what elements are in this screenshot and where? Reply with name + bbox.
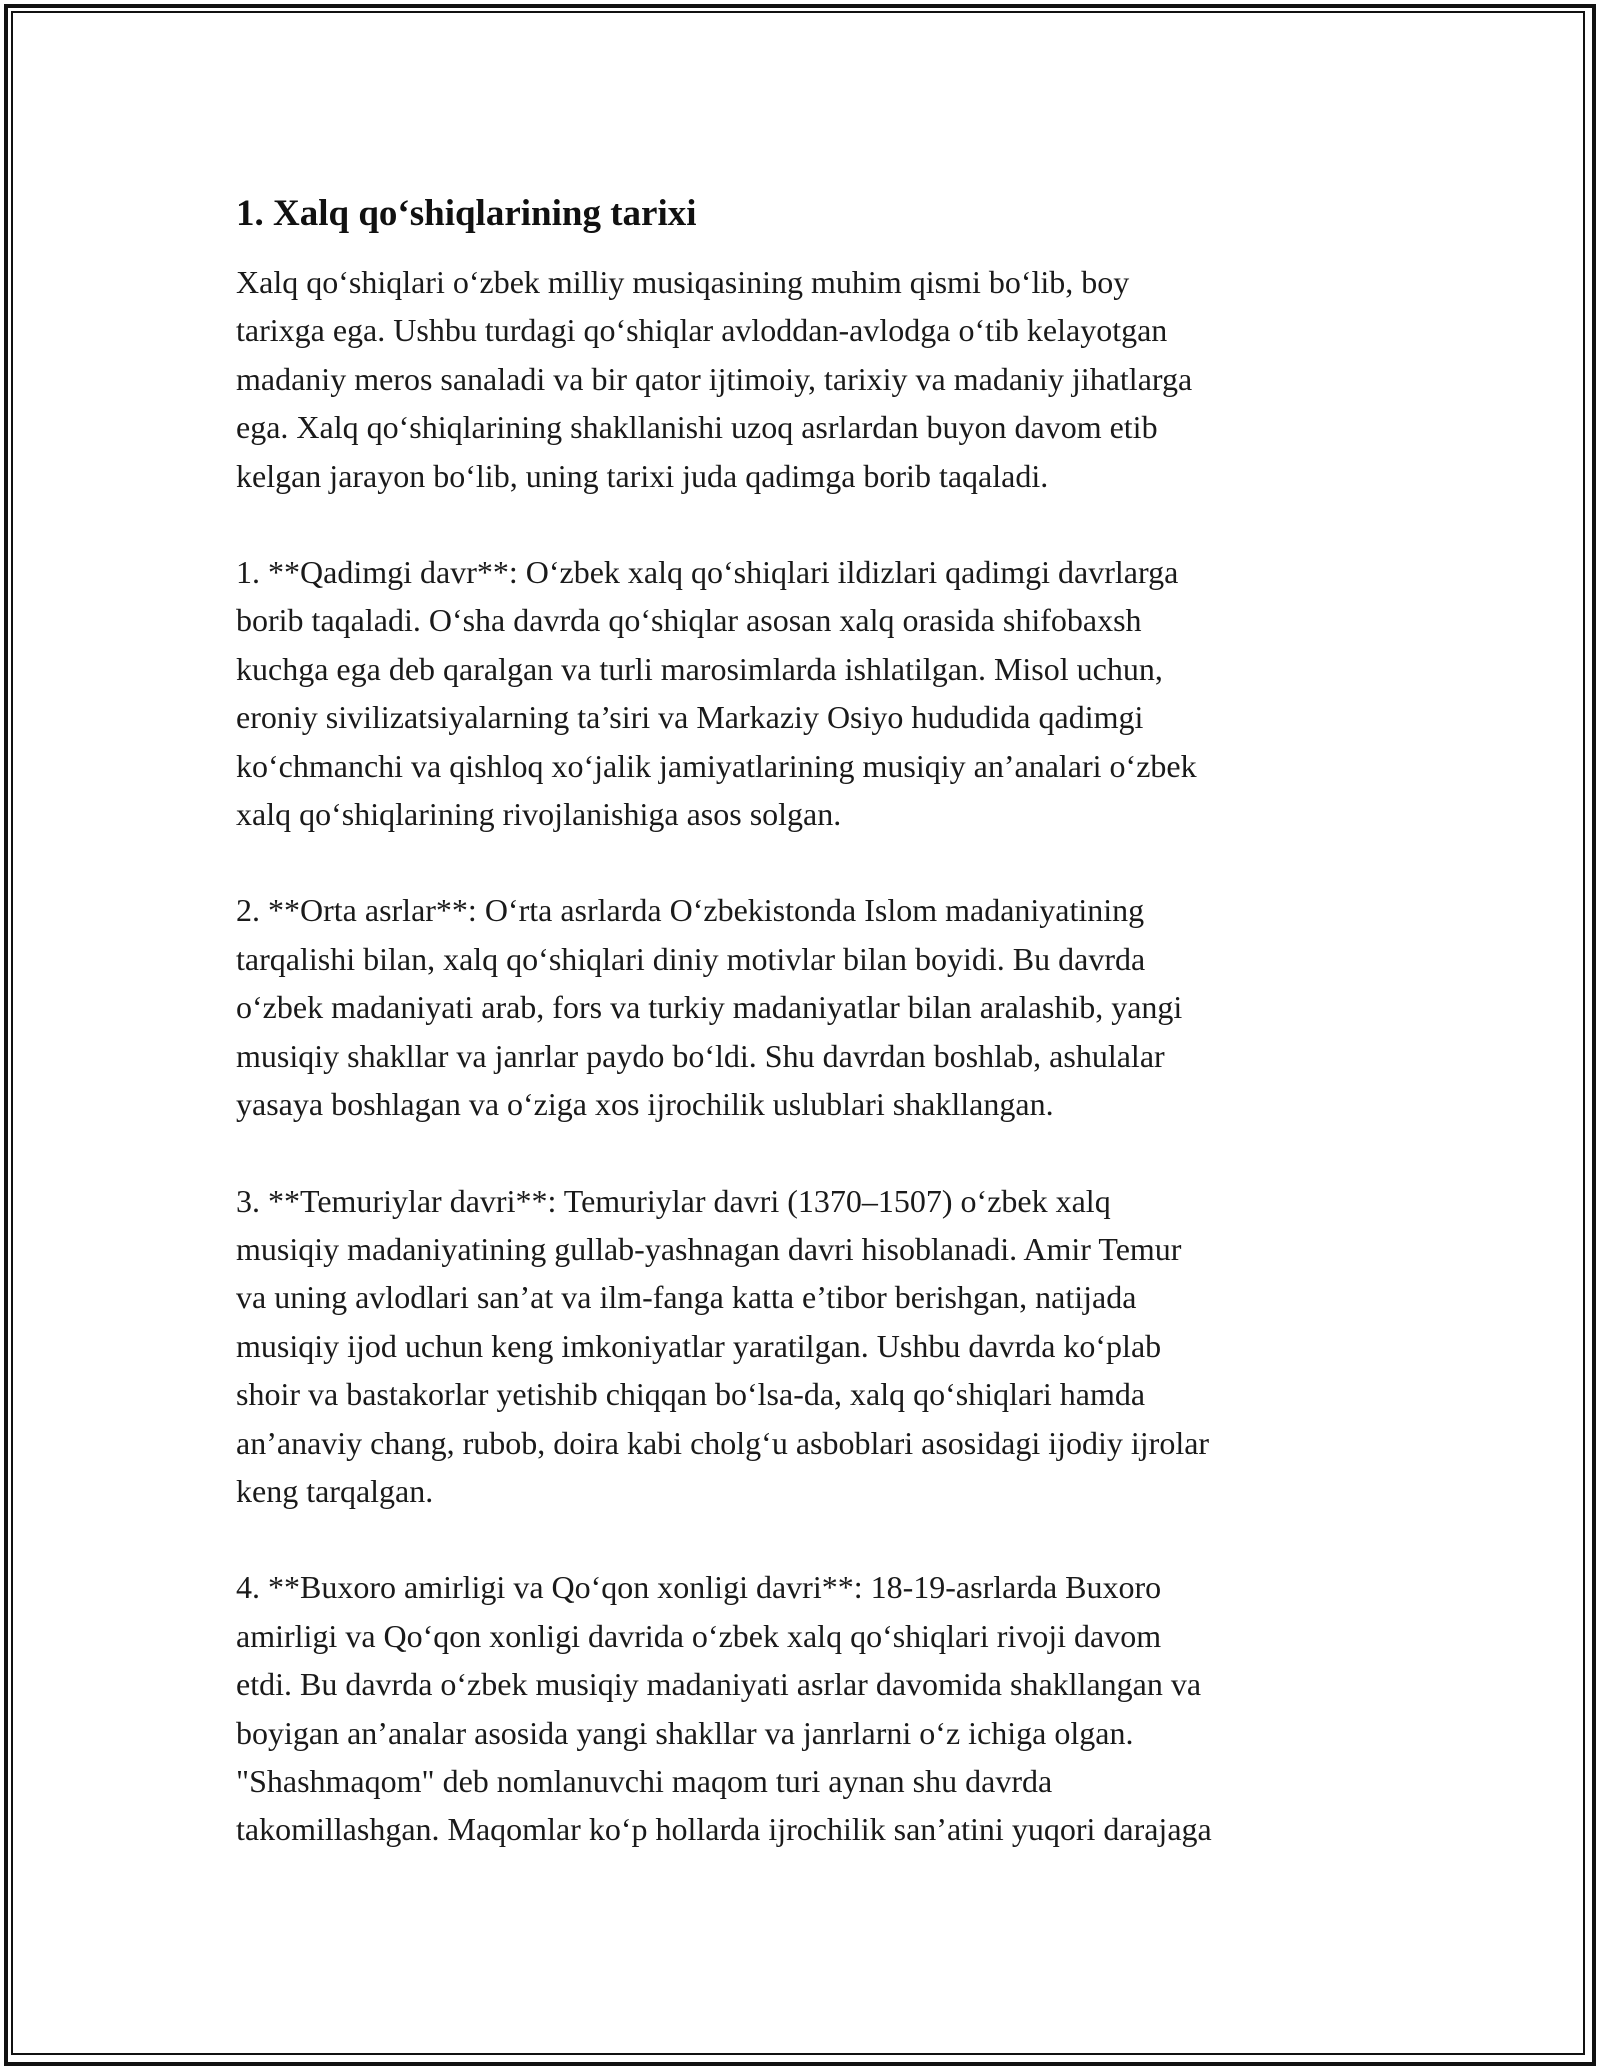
section-heading: 1. Xalq qo‘shiqlarining tarixi — [236, 193, 697, 234]
paragraph-ancient-period: 1. **Qadimgi davr**: O‘zbek xalq qo‘shiqlari ildizlari qadimgi davrlarga borib taqaladi. O‘sha davrda qo‘shiqlar asosan xalq orasida shifobaxsh kuchga ega deb qaralgan va turli marosimlarda ishlatilgan. Misol uchun, eroniy sivilizatsiyalarning ta’siri va Markaziy Osiyo hududida qadimgi ko‘chmanchi va qishloq xo‘jalik jamiyatlarining musiqiy an’analari o‘zbek xalq qo‘shiqlarining rivojlanishiga asos solgan. — [236, 554, 1197, 833]
paragraph-middle-ages: 2. **Orta asrlar**: O‘rta asrlarda O‘zbekistonda Islom madaniyatining tarqalishi bilan, xalq qo‘shiqlari diniy motivlar bilan boyidi. Bu davrda o‘zbek madaniyati arab, fors va turkiy madaniyatlar bilan aralashib, yangi musiqiy shakllar va janrlar paydo bo‘ldi. Shu davrdan boshlab, ashulalar yasaya boshlagan va o‘ziga xos ijrochilik uslublari shakllangan. — [236, 892, 1183, 1123]
document-body — [236, 188, 1372, 1902]
paragraph-timurid-period: 3. **Temuriylar davri**: Temuriylar davri (1370–1507) o‘zbek xalq musiqiy madaniyatining gullab-yashnagan davri hisoblanadi. Amir Temur va uning avlodlari san’at va ilm-fanga katta e’tibor berishgan, natijada musiqiy ijod uchun keng imkoniyatlar yaratilgan. Ushbu davrda ko‘plab shoir va bastakorlar yetishib chiqqan bo‘lsa-da, xalq qo‘shiqlari hamda an’anaviy chang, rubob, doira kabi cholg‘u asboblari asosidagi ijodiy ijrolar keng tarqalgan. — [236, 1182, 1210, 1509]
paragraph-bukhara-kokand-period: 4. **Buxoro amirligi va Qo‘qon xonligi davri**: 18-19-asrlarda Buxoro amirligi va Qo‘qon xonligi davrida o‘zbek xalq qo‘shiqlari rivoji davom etdi. Bu davrda o‘zbek musiqiy madaniyati asrlar davomida shakllangan va boyigan an’analar asosida yangi shakllar va janrlarni o‘z ichiga olgan. "Shashmaqom" deb nomlanuvchi maqom turi aynan shu davrda takomillashgan. Maqomlar ko‘p hollarda ijrochilik san’atini yuqori darajaga — [236, 1569, 1212, 1848]
paragraph-intro: Xalq qo‘shiqlari o‘zbek milliy musiqasining muhim qismi bo‘lib, boy tarixga ega. Ushbu turdagi qo‘shiqlar avloddan-avlodga o‘tib kelayotgan madaniy meros sanaladi va bir qator ijtimoiy, tarixiy va madaniy jihatlarga ega. Xalq qo‘shiqlarining shakllanishi uzoq asrlardan buyon davom etib kelgan jarayon bo‘lib, uning tarixi juda qadimga borib taqaladi. — [236, 264, 1193, 494]
